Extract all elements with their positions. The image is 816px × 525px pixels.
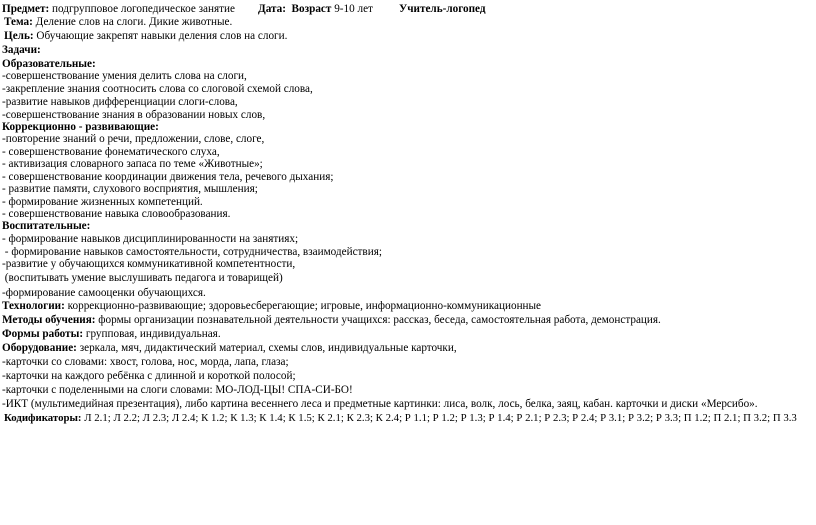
date-block bbox=[258, 3, 373, 16]
technologies-label: Технологии: bbox=[2, 300, 65, 312]
forms-line bbox=[2, 328, 221, 341]
age-label: Возраст bbox=[291, 3, 332, 15]
upbringing-title: Воспитательные: bbox=[2, 220, 91, 232]
list-item: -развитие навыков дифференциации слоги-слова, bbox=[2, 96, 238, 108]
list-item: -закрепление знания соотносить слова со слоговой схемой слова, bbox=[2, 83, 313, 95]
topic-label: Тема: bbox=[4, 16, 33, 28]
list-item: -повторение знаний о речи, предложении, слове, слоге, bbox=[2, 133, 265, 145]
codifiers-line bbox=[4, 412, 797, 425]
list-item: -карточки на каждого ребёнка с длинной и короткой полосой; bbox=[2, 370, 296, 382]
codifiers-value: Л 2.1; Л 2.2; Л 2.3; Л 2.4; К 1.2; К 1.3; К 1.4; К 1.5; К 2.1; К 2.3; К 2.4; Р 1.1; Р 1.2; Р 1.3; Р 1.4; Р 2.1; Р 2.3; Р 2.4; Р 3.1; Р 3.2; Р 3.3; П 1.2; П 2.1; П 3.2; П 3.3 bbox=[84, 412, 797, 424]
list-item: (воспитывать умение выслушивать педагога и товарищей) bbox=[2, 272, 283, 284]
list-item: -формирование самооценки обучающихся. bbox=[2, 287, 206, 299]
date-label: Дата: bbox=[258, 3, 286, 15]
list-item: - активизация словарного запаса по теме «Животные»; bbox=[2, 158, 263, 170]
list-item: -совершенствование знания в образовании новых слов, bbox=[2, 109, 266, 121]
goal-line bbox=[4, 30, 287, 43]
equipment-line bbox=[2, 342, 457, 355]
list-item: - формирование жизненных компетенций. bbox=[2, 196, 203, 208]
teacher-block bbox=[399, 3, 486, 16]
tasks-title: Задачи: bbox=[2, 44, 41, 56]
methods-label: Методы обучения: bbox=[2, 314, 96, 326]
list-item: - совершенствование координации движения тела, речевого дыхания; bbox=[2, 171, 334, 183]
technologies-value: коррекционно-развивающие; здоровьесберегающие; игровые, информационно-коммуникационные bbox=[67, 300, 542, 312]
codifiers-label: Кодификаторы: bbox=[4, 412, 82, 424]
list-item: - совершенствование фонематического слуха, bbox=[2, 146, 220, 158]
educational-title: Образовательные: bbox=[2, 58, 96, 70]
topic-value: Деление слов на слоги. Дикие животные. bbox=[35, 16, 233, 28]
equipment-label: Оборудование: bbox=[2, 342, 77, 354]
header-row bbox=[2, 3, 235, 16]
goal-label: Цель: bbox=[4, 30, 34, 42]
forms-label: Формы работы: bbox=[2, 328, 84, 340]
list-item: - развитие памяти, слухового восприятия, мышления; bbox=[2, 183, 258, 195]
forms-value: групповая, индивидуальная. bbox=[85, 328, 221, 340]
methods-value: формы организации познавательной деятельности учащихся: рассказ, беседа, самостоятельная работа, демонстрация. bbox=[98, 314, 661, 326]
correctional-title: Коррекционно - развивающие: bbox=[2, 121, 159, 133]
goal-value: Обучающие закрепят навыки деления слов на слоги. bbox=[36, 30, 288, 42]
equipment-value: зеркала, мяч, дидактический материал, схемы слов, индивидуальные карточки, bbox=[79, 342, 457, 354]
technologies-line bbox=[2, 300, 541, 313]
subject-label: Предмет: bbox=[2, 3, 50, 15]
list-item: -карточки со словами: хвост, голова, нос, морда, лапа, глаза; bbox=[2, 356, 289, 368]
teacher-label: Учитель-логопед bbox=[399, 3, 486, 15]
list-item: -ИКТ (мультимедийная презентация), либо картина весеннего леса и предметные картинки: лиса, волк, лось, белка, заяц, кабан. карточки и диски «Мерсибо». bbox=[2, 398, 758, 410]
subject-value: подгрупповое логопедическое занятие bbox=[52, 3, 235, 15]
list-item: -совершенствование умения делить слова на слоги, bbox=[2, 70, 247, 82]
list-item: -развитие у обучающихся коммуникативной компетентности, bbox=[2, 258, 296, 270]
methods-line bbox=[2, 314, 661, 327]
list-item: - совершенствование навыка словообразования. bbox=[2, 208, 231, 220]
list-item: -карточки с поделенными на слоги словами: МО-ЛОД-ЦЫ! СПА-СИ-БО! bbox=[2, 384, 353, 396]
age-value: 9-10 лет bbox=[334, 3, 373, 15]
list-item: - формирование навыков дисциплинированности на занятиях; bbox=[2, 233, 299, 245]
list-item: - формирование навыков самостоятельности, сотрудничества, взаимодействия; bbox=[2, 246, 382, 258]
topic-line bbox=[4, 16, 232, 29]
